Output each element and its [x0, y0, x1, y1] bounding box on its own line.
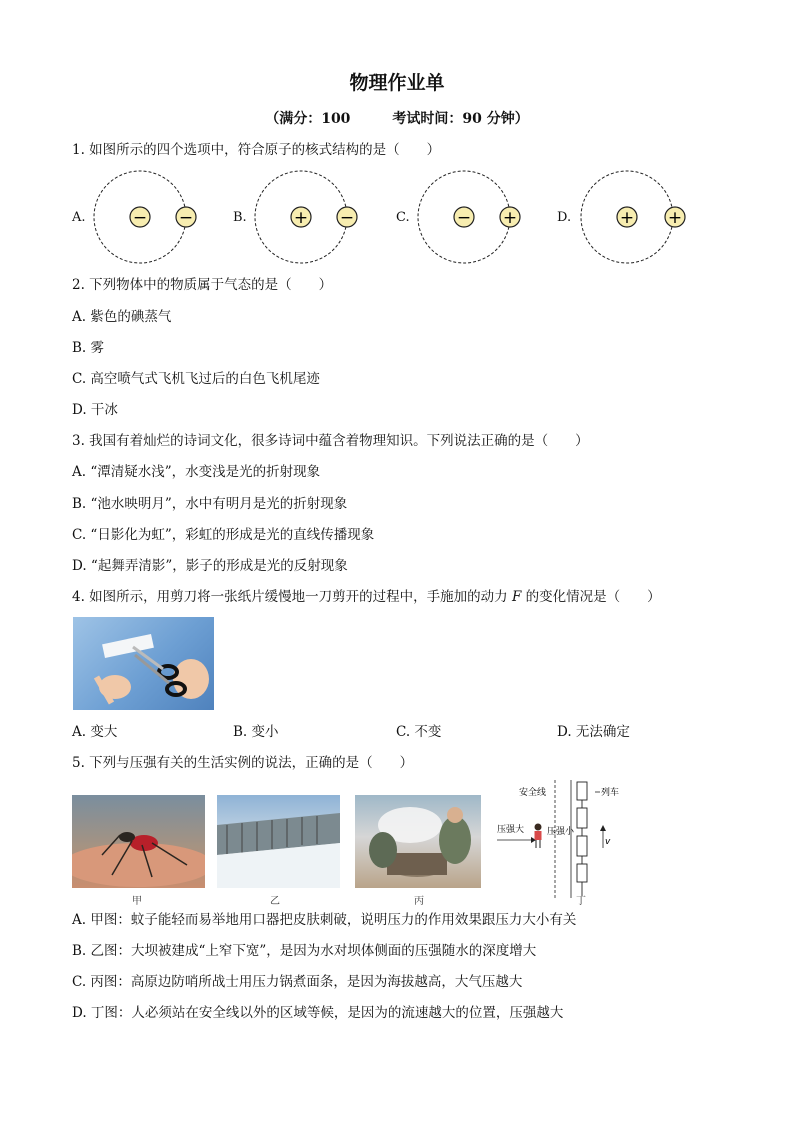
scissors-cutting-paper-photo [73, 617, 214, 710]
q1-d-electron-sign: + [667, 208, 683, 228]
q3-option-a: A. “潭清疑水浅”，水变浅是光的折射现象 [72, 464, 321, 480]
q2-option-a: A. 紫色的碘蒸气 [72, 309, 172, 325]
q5-caption-bing: 丙 [414, 896, 424, 907]
low-pressure-label: 压强小 [547, 827, 575, 837]
q2-option-b: B. 雾 [72, 340, 105, 356]
q3-option-c: C. “日影化为虹”，彩虹的形成是光的直线传播现象 [72, 527, 375, 543]
train-car [577, 864, 587, 882]
q2-option-c: C. 高空喷气式飞机飞过后的白色飞机尾迹 [72, 371, 320, 387]
q1-option-a-label: A. [72, 210, 86, 225]
q4-stem-variable: F [511, 589, 522, 605]
q5-caption-jia: 甲 [132, 896, 142, 907]
q1-option-c-atom-diagram [417, 168, 527, 268]
train-car [577, 808, 587, 828]
pressure-cooker-photo [355, 795, 481, 888]
train-car [577, 782, 587, 800]
q1-c-electron-sign: + [502, 208, 518, 228]
q5-option-b: B. 乙图：大坝被建成“上窄下宽”，是因为水对坝体侧面的压强随水的深度增大 [72, 943, 537, 959]
q1-option-b-atom-diagram [254, 168, 364, 268]
q3-stem: 3. 我国有着灿烂的诗词文化，很多诗词中蕴含着物理知识。下列说法正确的是（ ） [72, 433, 589, 449]
q1-option-d-atom-diagram [580, 168, 690, 268]
q4-option-b: B. 变小 [233, 724, 279, 740]
page-title: 物理作业单 [349, 72, 445, 94]
high-pressure-label: 压强大 [497, 825, 525, 835]
train-label: 列车 [601, 788, 620, 798]
q1-b-electron-sign: − [339, 208, 355, 228]
q4-option-c: C. 不变 [396, 724, 442, 740]
q1-stem: 1. 如图所示的四个选项中，符合原子的核式结构的是（ ） [72, 142, 441, 158]
q1-c-nucleus-sign: − [456, 208, 472, 228]
q5-stem: 5. 下列与压强有关的生活实例的说法，正确的是（ ） [72, 755, 414, 771]
q1-b-nucleus-sign: + [293, 208, 309, 228]
q3-option-b: B. “池水映明月”，水中有明月是光的折射现象 [72, 496, 348, 512]
q4-stem [72, 588, 661, 606]
q4-stem-before: 4. 如图所示，用剪刀将一张纸片缓慢地一刀剪开的过程中，手施加的动力 [72, 589, 512, 605]
dam-photo [217, 795, 340, 888]
q1-option-b-label: B. [233, 210, 247, 225]
q4-option-d: D. 无法确定 [557, 724, 630, 740]
q5-option-a: A. 甲图：蚊子能轻而易举地用口器把皮肤刺破，说明压力的作用效果跟压力大小有关 [72, 912, 577, 928]
q3-option-d: D. “起舞弄清影”，影子的形成是光的反射现象 [72, 558, 348, 574]
q4-option-a: A. 变大 [72, 724, 118, 740]
person-figure [535, 824, 542, 849]
dam-illustration [217, 795, 340, 888]
q5-caption-yi: 乙 [270, 896, 280, 907]
pressure-cooker-illustration [355, 795, 481, 888]
train-car [577, 836, 587, 856]
q2-stem: 2. 下列物体中的物质属于气态的是（ ） [72, 277, 333, 293]
q5-caption-ding: 丁 [576, 896, 586, 907]
mosquito-photo [72, 795, 205, 888]
velocity-label: v [605, 837, 611, 847]
q1-option-a-atom-diagram [93, 168, 203, 268]
q1-d-nucleus-sign: + [619, 208, 635, 228]
train-safety-line-diagram [495, 778, 635, 903]
q5-option-d: D. 丁图：人必须站在安全线以外的区域等候，是因为的流速越大的位置，压强越大 [72, 1005, 564, 1021]
mosquito-illustration [72, 795, 205, 888]
scissors-photo-illustration [73, 617, 214, 710]
page-subtitle: （满分：100 考试时间：90 分钟） [265, 111, 529, 127]
safety-line-label: 安全线 [519, 788, 547, 798]
q1-a-nucleus-sign: − [132, 208, 148, 228]
q2-option-d: D. 干冰 [72, 402, 118, 418]
q5-option-c: C. 丙图：高原边防哨所战士用压力锅煮面条，是因为海拔越高，大气压越大 [72, 974, 523, 990]
q4-stem-after: 的变化情况是（ ） [521, 589, 661, 605]
q1-option-d-label: D. [557, 210, 572, 225]
q1-a-electron-sign: − [178, 208, 194, 228]
q1-option-c-label: C. [396, 210, 410, 225]
